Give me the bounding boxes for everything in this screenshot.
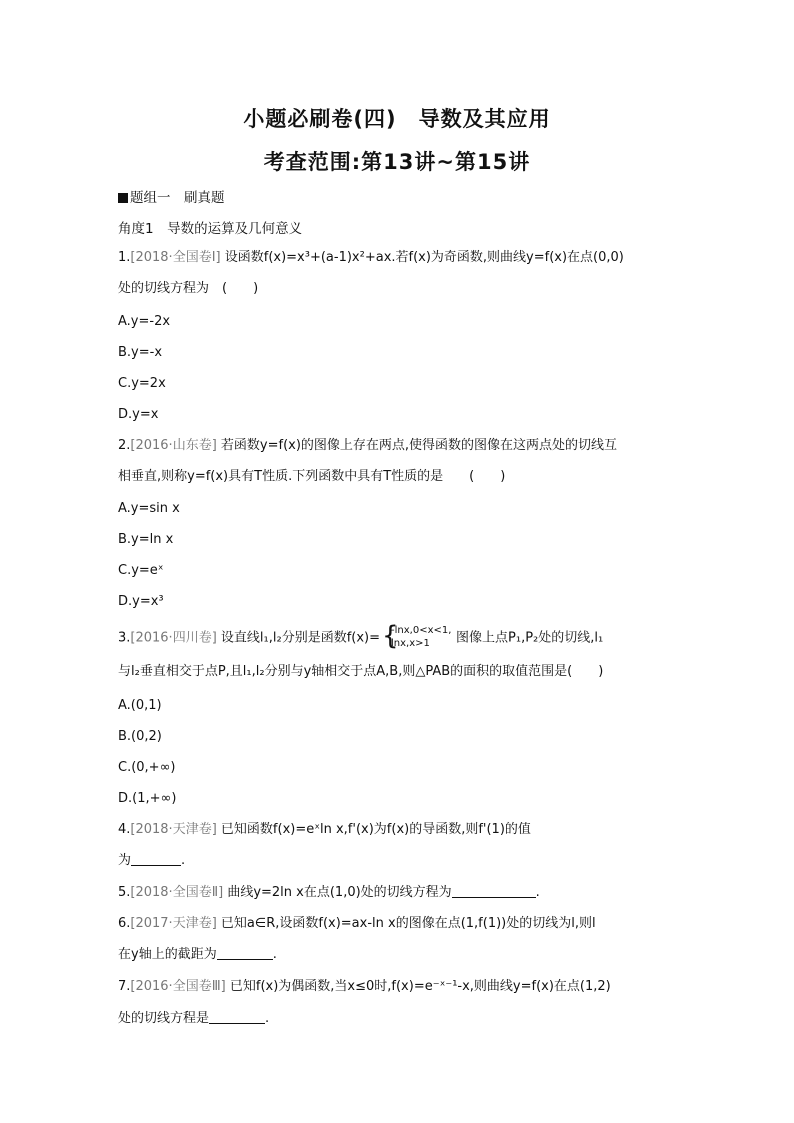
question-2-option-c: C.y=eˣ [118,563,164,578]
page-title: 小题必刷卷(四) 导数及其应用 [243,107,551,131]
answer-blank[interactable] [217,947,273,960]
section-label: 题组一 刷真题 [130,190,225,206]
question-number: 6. [118,916,131,931]
question-1-option-b: B.y=-x [118,345,163,360]
period: . [265,1011,270,1026]
question-3-line-1 [118,621,604,651]
question-text-cont: 图像上点P₁,P₂处的切线,l₁ [456,630,604,646]
question-6-line-2 [118,946,277,964]
question-6-line-1 [118,915,596,933]
question-text: 设函数f(x)=x³+(a-1)x²+ax.若f(x)为奇函数,则曲线y=f(x)在点(0,0) [224,250,624,265]
subsection-heading: 角度1 导数的运算及几何意义 [118,221,303,237]
question-source: [2018·全国卷Ⅱ] [130,885,224,900]
question-text: 在y轴上的截距为 [118,947,217,962]
question-text: 设直线l₁,l₂分别是函数f(x)= [220,630,381,646]
question-1-option-a: A.y=-2x [118,314,171,329]
question-4-line-2 [118,852,185,870]
square-bullet-icon [118,193,128,203]
question-text: 已知f(x)为偶函数,当x≤0时,f(x)=e⁻ˣ⁻¹-x,则曲线y=f(x)在点(1,2) [229,979,611,994]
question-source: [2016·山东卷] [130,438,217,453]
question-text: 若函数y=f(x)的图像上存在两点,使得函数的图像在这两点处的切线互 [220,438,618,453]
question-1-option-c: C.y=2x [118,376,166,391]
period: . [272,947,277,962]
question-number: 4. [118,822,131,837]
question-number: 5. [118,885,131,900]
question-2-option-b: B.y=ln x [118,532,174,547]
question-5-line-1 [118,884,540,902]
question-source: [2018·全国卷Ⅰ] [130,250,221,265]
question-text: 曲线y=2ln x在点(1,0)处的切线方程为 [227,885,452,900]
question-2-option-d: D.y=x³ [118,594,164,609]
question-number: 7. [118,979,131,994]
page-subtitle: 考查范围:第13讲~第15讲 [263,150,531,174]
question-source: [2017·天津卷] [130,916,217,931]
question-text: 为 [118,853,132,868]
piecewise-function [382,621,454,651]
question-source: [2016·全国卷Ⅲ] [130,979,226,994]
piece-row-1: -lnx,0<x<1, [391,625,452,636]
question-3-option-c: C.(0,+∞) [118,760,176,775]
left-brace-icon: { [382,621,399,651]
section-heading [118,186,225,206]
question-7-line-2 [118,1010,269,1028]
question-4-line-1 [118,821,531,839]
question-number: 3. [118,630,131,646]
question-text: 已知函数f(x)=eˣln x,f'(x)为f(x)的导函数,则f'(1)的值 [220,822,531,837]
question-3-option-d: D.(1,+∞) [118,791,177,806]
question-text: 已知a∈R,设函数f(x)=ax-ln x的图像在点(1,f(1))处的切线为l,则l [220,916,596,931]
question-source: [2016·四川卷] [130,630,217,646]
answer-blank[interactable] [209,1011,265,1024]
question-3-line-2: 与l₂垂直相交于点P,且l₁,l₂分别与y轴相交于点A,B,则△PAB的面积的取值范围是( ) [118,664,604,679]
question-1-line-1 [118,249,624,267]
question-2-option-a: A.y=sin x [118,501,180,516]
question-1-line-2: 处的切线方程为 ( ) [118,281,259,296]
question-2-line-1 [118,437,617,455]
question-7-line-1 [118,978,611,996]
question-source: [2018·天津卷] [130,822,217,837]
question-2-line-2: 相垂直,则称y=f(x)具有T性质.下列函数中具有T性质的是 ( ) [118,469,506,484]
question-3-option-b: B.(0,2) [118,729,162,744]
question-1-option-d: D.y=x [118,407,159,422]
answer-blank[interactable] [452,885,536,898]
question-text: 处的切线方程是 [118,1011,210,1026]
answer-blank[interactable] [131,853,181,866]
period: . [181,853,186,868]
question-number: 2. [118,438,131,453]
question-3-option-a: A.(0,1) [118,698,162,713]
question-number: 1. [118,250,131,265]
piece-row-2: lnx,x>1 [391,638,430,649]
period: . [535,885,540,900]
